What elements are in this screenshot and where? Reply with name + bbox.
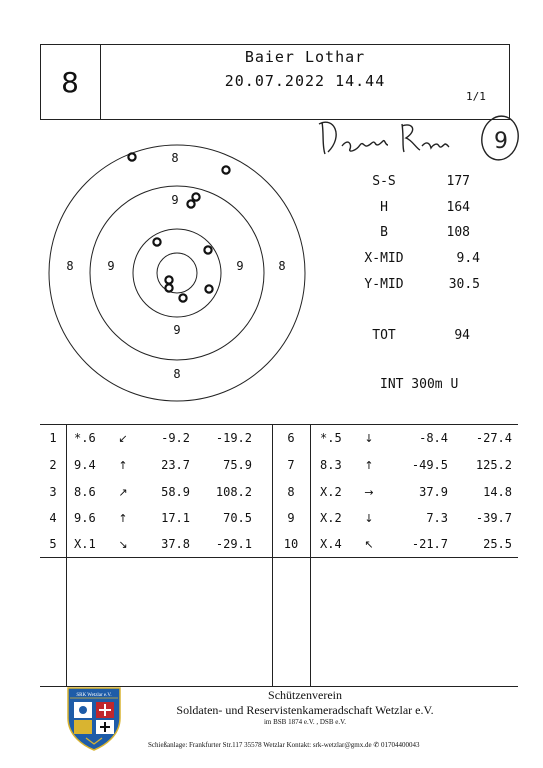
ring-label: 9 <box>236 259 244 273</box>
shot-y: 25.5 <box>483 537 512 551</box>
shot-number: 6 <box>287 431 295 445</box>
shot-row <box>40 427 252 449</box>
shot-y: 14.8 <box>483 485 512 499</box>
shot-x: -9.2 <box>161 431 190 445</box>
shot-value: 9.6 <box>74 511 96 525</box>
date-time: 20.07.2022 14.44 <box>224 72 386 90</box>
shot-row <box>278 454 512 476</box>
shot-number: 1 <box>49 431 57 445</box>
shot-value: X.1 <box>74 537 96 551</box>
page-indicator: 1/1 <box>466 90 486 103</box>
shot-hole <box>165 284 172 291</box>
shot-x: 37.9 <box>419 485 448 499</box>
shot-y: 70.5 <box>223 511 252 525</box>
shot-y: -39.7 <box>475 511 512 525</box>
contact-line: Schießanlage: Frankfurter Str.117 35578 Wetzlar Kontakt: srk-wetzlar@gmx.de ✆ 01704400043 <box>148 741 420 749</box>
circled-number: 9 <box>494 129 508 154</box>
shot-value: X.2 <box>320 485 342 499</box>
ring-label: 8 <box>171 151 179 165</box>
shot-value: 8.3 <box>320 458 342 472</box>
shot-hole <box>153 238 160 245</box>
shot-y: 125.2 <box>475 458 512 472</box>
shot-hole <box>187 200 194 207</box>
club-name: Schützenverein <box>268 688 342 702</box>
direction-arrow-icon: ↓ <box>364 431 374 445</box>
shot-row <box>278 533 512 555</box>
total-value: 94 <box>454 328 470 343</box>
shot-value: 8.6 <box>74 485 96 499</box>
shot-hole <box>204 246 211 253</box>
direction-arrow-icon: ↖ <box>364 537 374 551</box>
shooter-name: Baier Lothar <box>244 48 366 66</box>
table-mid-rule <box>40 557 518 558</box>
shot-y: -29.1 <box>215 537 252 551</box>
ring-label: 8 <box>173 367 181 381</box>
stat-label: H <box>380 200 388 215</box>
shot-hole <box>222 166 229 173</box>
ring-label: 8 <box>278 259 286 273</box>
direction-arrow-icon: ↙ <box>118 431 128 445</box>
discipline-label: INT 300m U <box>380 377 459 392</box>
ring-label: 9 <box>171 193 179 207</box>
stat-label: X-MID <box>364 251 404 266</box>
ring-x <box>157 253 197 293</box>
shot-y: -27.4 <box>475 431 512 445</box>
club-logo-icon <box>64 686 124 752</box>
shot-value: *.5 <box>320 431 342 445</box>
stat-value: 30.5 <box>448 277 480 292</box>
shot-row <box>40 454 252 476</box>
organization-name: Soldaten- und Reservistenkameradschaft Wetzlar e.V. <box>176 703 434 717</box>
stat-label: Y-MID <box>364 277 404 292</box>
direction-arrow-icon: ↗ <box>118 485 128 499</box>
shot-number: 8 <box>287 485 295 499</box>
ring-label: 8 <box>66 259 74 273</box>
signature-mark <box>316 112 521 164</box>
shot-number: 4 <box>49 511 57 525</box>
shot-row <box>40 481 252 503</box>
direction-arrow-icon: ↑ <box>364 458 374 472</box>
shot-row <box>40 533 252 555</box>
shot-hole <box>128 153 135 160</box>
shot-x: -21.7 <box>411 537 448 551</box>
shot-number: 9 <box>287 511 295 525</box>
stat-label: S-S <box>372 174 396 189</box>
total-label: TOT <box>372 328 396 343</box>
shot-x: 37.8 <box>161 537 190 551</box>
shot-value: 9.4 <box>74 458 96 472</box>
direction-arrow-icon: ↑ <box>118 511 128 525</box>
shot-row <box>40 507 252 529</box>
shot-hole <box>205 285 212 292</box>
shot-row <box>278 481 512 503</box>
stat-value: 177 <box>446 174 470 189</box>
shot-x: 23.7 <box>161 458 190 472</box>
shot-number: 3 <box>49 485 57 499</box>
shot-x: 58.9 <box>161 485 190 499</box>
shot-row <box>278 427 512 449</box>
shot-y: -19.2 <box>215 431 252 445</box>
shot-x: -8.4 <box>419 431 448 445</box>
shot-number: 2 <box>49 458 57 472</box>
shot-y: 75.9 <box>223 458 252 472</box>
shot-x: 7.3 <box>426 511 448 525</box>
direction-arrow-icon: ↓ <box>364 511 374 525</box>
direction-arrow-icon: ↘ <box>118 537 128 551</box>
stat-value: 9.4 <box>456 251 480 266</box>
stat-value: 164 <box>446 200 470 215</box>
shot-hole <box>179 294 186 301</box>
shot-x: -49.5 <box>411 458 448 472</box>
shot-row <box>278 507 512 529</box>
table-top-rule <box>40 424 518 425</box>
shot-y: 108.2 <box>215 485 252 499</box>
direction-arrow-icon: → <box>364 485 374 499</box>
shot-x: 17.1 <box>161 511 190 525</box>
stat-value: 108 <box>446 225 470 240</box>
logo-text: SRK Wetzlar e.V. <box>76 693 112 698</box>
lane-number: 8 <box>61 65 79 99</box>
membership-line: im BSB 1874 e.V. , DSB e.V. <box>263 718 346 726</box>
shot-number: 7 <box>287 458 295 472</box>
target-face <box>44 140 310 406</box>
ring-label: 9 <box>173 323 181 337</box>
shot-value: X.4 <box>320 537 342 551</box>
shot-value: *.6 <box>74 431 96 445</box>
stat-label: B <box>380 225 388 240</box>
shot-value: X.2 <box>320 511 342 525</box>
table-column-divider <box>272 424 273 686</box>
shot-number: 10 <box>283 537 299 551</box>
direction-arrow-icon: ↑ <box>118 458 128 472</box>
shot-hole <box>192 193 199 200</box>
shot-hole <box>165 276 172 283</box>
ring-8 <box>49 145 305 401</box>
shot-number: 5 <box>49 537 57 551</box>
ring-10 <box>133 229 221 317</box>
ring-label: 9 <box>107 259 115 273</box>
